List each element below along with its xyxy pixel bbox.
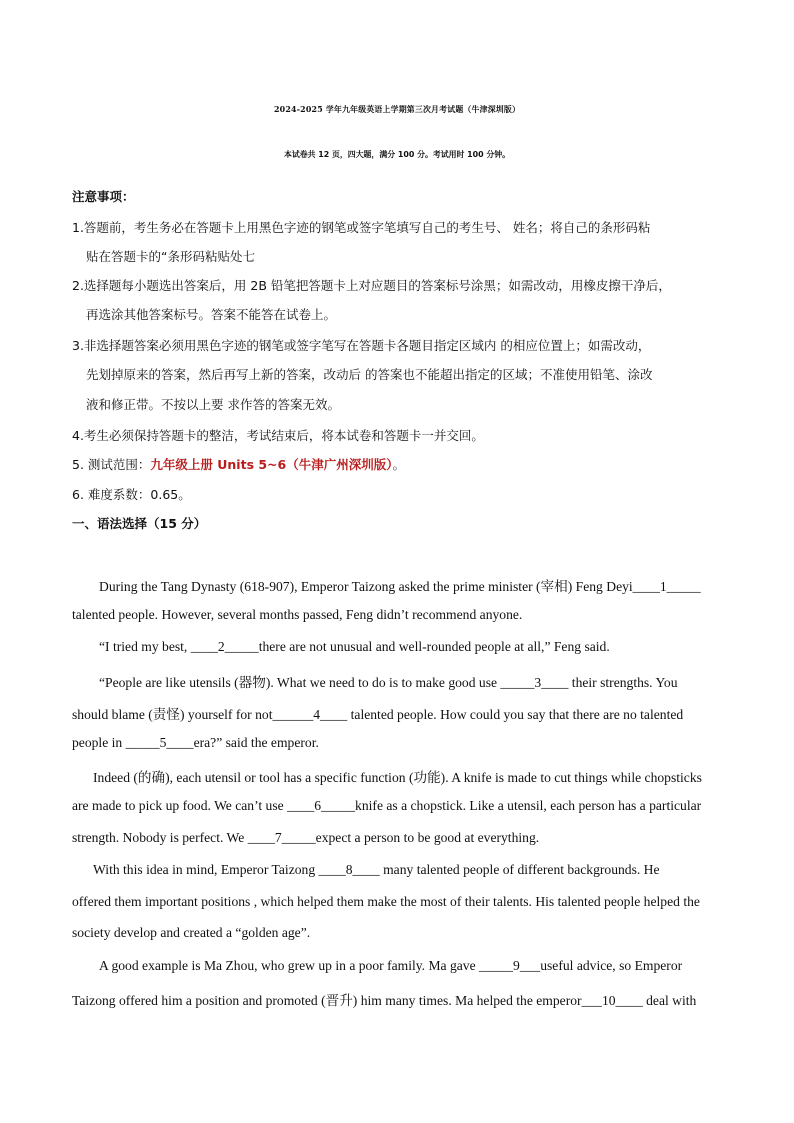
passage-line-11: offered them important positions , which helped them make the most of their talents. His talented people helped the bbox=[72, 894, 700, 909]
passage-line-14: Taizong offered him a position and promoted (晋升) him many times. Ma helped the emperor___10____ deal with bbox=[72, 993, 697, 1008]
passage-line-6: people in _____5____era?” said the emperor. bbox=[72, 735, 319, 750]
exam-subtitle: 本试卷共 12 页，四大题，满分 100 分。考试用时 100 分钟。 bbox=[283, 150, 511, 159]
passage-line-12: society develop and created a “golden age”. bbox=[72, 925, 311, 940]
passage-line-4: “People are like utensils (器物). What we need to do is to make good use _____3____ their strengths. You bbox=[99, 675, 678, 690]
note-item-1-line-1: 1.答题前，考生务必在答题卡上用黑色字迹的钢笔或签字笔填写自己的考生号、 姓名；将自己的条形码粘 bbox=[72, 220, 651, 235]
note-item-5 bbox=[72, 455, 405, 473]
note-item-3-line-1: 3.非选择题答案必须用黑色字迹的钢笔或签字笔写在答题卡各题目指定区域内 的相应位置上；如需改动， bbox=[72, 338, 651, 353]
note-item-5-suffix: 。 bbox=[392, 457, 405, 472]
note-item-5-scope: 九年级上册 Units 5~6（牛津广州深圳版） bbox=[150, 457, 393, 472]
note-item-3-line-3: 液和修正带。不按以上要 求作答的答案无效。 bbox=[86, 397, 340, 412]
note-item-5-prefix: 5. 测试范围： bbox=[72, 457, 151, 472]
passage-line-10: With this idea in mind, Emperor Taizong ____8____ many talented people of different backgrounds. He bbox=[93, 862, 660, 877]
note-item-4: 4.考生必须保持答题卡的整洁，考试结束后，将本试卷和答题卡一并交回。 bbox=[72, 428, 484, 443]
passage-line-8: are made to pick up food. We can’t use ____6_____knife as a chopstick. Like a utensil, each person has a particular bbox=[72, 798, 702, 813]
passage-line-9: strength. Nobody is perfect. We ____7_____expect a person to be good at everything. bbox=[72, 830, 540, 845]
note-item-2-line-2: 再选涂其他答案标号。答案不能答在试卷上。 bbox=[86, 307, 337, 322]
notes-heading: 注意事项： bbox=[72, 189, 135, 204]
passage-line-1: During the Tang Dynasty (618-907), Emperor Taizong asked the prime minister (宰相) Feng Deyi____1_____ bbox=[99, 579, 701, 594]
section-1-heading: 一、语法选择（15 分） bbox=[72, 516, 207, 531]
passage-line-3: “I tried my best, ____2_____there are not unusual and well-rounded people at all,” Feng said. bbox=[99, 639, 610, 654]
passage-line-2: talented people. However, several months passed, Feng didn’t recommend anyone. bbox=[72, 607, 523, 622]
passage-line-5: should blame (责怪) yourself for not______4____ talented people. How could you say that there are no talented bbox=[72, 707, 684, 722]
note-item-2-line-1: 2.选择题每小题选出答案后，用 2B 铅笔把答题卡上对应题目的答案标号涂黑；如需改动，用橡皮擦干净后， bbox=[72, 278, 671, 293]
exam-title: 2024-2025 学年九年级英语上学期第三次月考试题（牛津深圳版） bbox=[273, 105, 521, 114]
passage-line-13: A good example is Ma Zhou, who grew up in a poor family. Ma gave _____9___useful advice, so Emperor bbox=[99, 958, 683, 973]
note-item-1-line-2: 贴在答题卡的“条形码粘贴处七 bbox=[86, 249, 255, 264]
passage-line-7: Indeed (的确), each utensil or tool has a specific function (功能). A knife is made to cut things while chopsticks bbox=[93, 770, 702, 785]
note-item-6: 6. 难度系数：0.65。 bbox=[72, 487, 191, 502]
note-item-3-line-2: 先划掉原来的答案，然后再写上新的答案，改动后 的答案也不能超出指定的区域；不准使用铅笔、涂改 bbox=[86, 367, 653, 382]
